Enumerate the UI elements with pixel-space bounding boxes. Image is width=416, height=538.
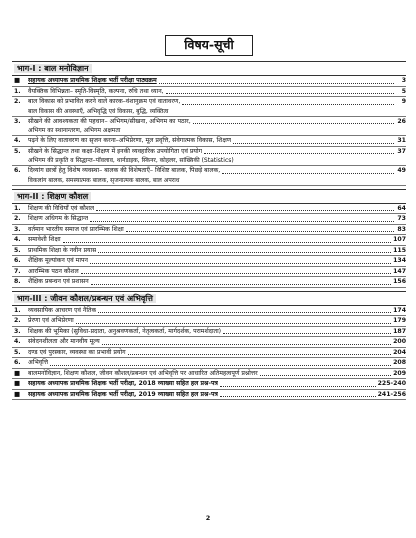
dot-leader [50, 364, 391, 366]
entry-number: 8. [14, 278, 21, 285]
entry-title: सहायक अध्यापक प्राथमिक शिक्षक भर्ती परीक्षा, 2019 व्याख्या सहित हल प्रश्न-पत्र [28, 390, 218, 398]
dot-leader [91, 283, 391, 285]
entry-page-number: 5 [401, 87, 406, 95]
entry-page-number: 187 [393, 327, 406, 335]
dot-leader [81, 272, 391, 274]
toc-entry [12, 136, 406, 147]
toc-entry [12, 390, 406, 401]
entry-title: वैयक्तिक विभिन्नता– स्मृति-विस्मृति, कल्पना, रुचि तथा ध्यान, [28, 87, 164, 95]
toc-entry [12, 87, 406, 98]
toc-entry [12, 327, 406, 338]
entry-page-number: 204 [393, 348, 406, 356]
dot-leader [102, 343, 391, 345]
dot-leader [233, 142, 394, 144]
dot-leader [90, 220, 394, 222]
entry-number: 4. [14, 236, 21, 243]
dot-leader [128, 353, 392, 355]
entry-number: 3. [14, 117, 21, 125]
toc-entry [12, 235, 406, 246]
toc-entry [12, 97, 406, 107]
entry-page-number: 107 [393, 236, 406, 243]
entry-subtopics: विकलांग बालक, समस्यात्मक बालक, सृजनात्मक बालक, बाल अपराध [12, 176, 406, 186]
dot-leader [260, 374, 391, 376]
entry-page-number: 179 [393, 317, 406, 324]
bullet-square-icon: ■ [14, 389, 21, 398]
dot-leader [98, 311, 391, 313]
entry-number: 3. [14, 327, 21, 335]
entry-number: 5. [14, 147, 21, 155]
toc-entry [12, 267, 406, 278]
entry-title: वर्तमान भारतीय समाज एवं प्रारम्भिक शिक्षा [28, 225, 124, 233]
contents-page [12, 34, 406, 400]
dot-leader [204, 152, 394, 154]
entry-title: सीखने के सिद्धान्त तथा कक्षा-शिक्षण में इनकी व्यवहारिक उपयोगिता एवं प्रयोग [28, 147, 203, 155]
entry-title: दण्ड एवं पुरस्कार, व्यवस्था का प्रभावी प्रयोग [28, 348, 126, 356]
entry-subtopics: अभिगम का स्थानान्तरण, अभिगम अक्षमता [12, 126, 406, 136]
toc-entry [12, 214, 406, 225]
dot-leader [98, 251, 391, 253]
toc-entry [12, 256, 406, 267]
entry-title: सहायक अध्यापक प्राथमिक शिक्षक भर्ती परीक्षा पाठ्यक्रम [28, 77, 157, 84]
entry-page-number: 49 [397, 167, 406, 174]
entry-number: 5. [14, 348, 21, 356]
toc-entry [12, 358, 406, 369]
section-heading-label: भाग-III : जीवन कौशल/प्रबन्धन एवं अभिवृत्ति [14, 294, 156, 303]
bullet-square-icon: ■ [14, 379, 21, 387]
entry-page-number: 200 [393, 338, 406, 345]
toc-entry [12, 348, 406, 359]
page-title: विषय-सूची [165, 35, 252, 56]
dot-leader [96, 209, 394, 211]
section-heading [12, 61, 406, 76]
dot-leader [220, 395, 376, 397]
section-heading-label: भाग-I : बाल मनोविज्ञान [14, 64, 92, 73]
bullet-square-icon: ■ [14, 76, 21, 84]
entry-page-number: 147 [393, 267, 406, 275]
dot-leader [63, 241, 392, 243]
toc-entry [12, 76, 406, 87]
toc-entry [12, 204, 406, 215]
entry-page-number: 241-256 [377, 390, 406, 398]
dot-leader [223, 332, 391, 334]
toc-entry [12, 147, 406, 157]
page-number: 2 [205, 514, 211, 522]
entry-page-number: 134 [393, 257, 406, 264]
toc-entry [12, 166, 406, 176]
entry-title: दिव्यांग छात्रों हेतु विशेष व्यवस्था– बालक की विशेषताएँ– विशिष्ट बालक, पिछड़े बालक, [28, 167, 221, 174]
entry-number: 2. [14, 215, 21, 222]
dot-leader [222, 172, 394, 174]
entry-number: 2. [14, 317, 21, 324]
toc-entry [12, 277, 406, 288]
entry-page-number: 26 [397, 117, 406, 125]
toc-entry [12, 306, 406, 317]
section-heading [12, 189, 406, 204]
entry-page-number: 3 [401, 77, 406, 84]
entry-page-number: 31 [397, 137, 406, 144]
dot-leader [76, 322, 391, 324]
dot-leader [166, 92, 394, 94]
entry-title: शैक्षिक प्रबन्धन एवं प्रशासन [28, 278, 89, 285]
toc-entry [12, 369, 406, 380]
entry-number: 6. [14, 359, 21, 366]
entry-title: अभिवृत्ति [28, 359, 48, 366]
entry-title: समावेशी शिक्षा [28, 236, 61, 243]
title-wrap [12, 34, 406, 58]
toc-entry [12, 379, 406, 390]
section-heading-label: भाग-II : शिक्षण कौशल [14, 192, 91, 201]
entry-subtopics: अभिगम की प्रकृति व सिद्धान्त–पॉवलाव, थार्नडाइक, स्किनर, कोहलर, सांख्यिकी (Statistics) [12, 156, 406, 166]
toc-entry [12, 117, 406, 127]
entry-title: शैक्षिक मूल्यांकन एवं मापन [28, 257, 88, 264]
entry-title: संवेदनशीलता और मानवीय मूल्य [28, 338, 100, 345]
entry-title: आरम्भिक पठन कौशल [28, 267, 79, 275]
entry-number: 4. [14, 338, 21, 345]
entry-number: 5. [14, 246, 21, 254]
dot-leader [159, 82, 394, 84]
toc-entry [12, 337, 406, 348]
table-of-contents [12, 61, 406, 400]
entry-number: 1. [14, 306, 21, 314]
entry-title: व्यवसायिक आचरण एवं नैतिक [28, 306, 97, 314]
entry-title: शिक्षक की भूमिका (सुविधा-प्रदाता, अनुश्रवणकर्ता, नेतृत्वकर्ता, मार्गदर्शक, परामर्शदाता) [28, 327, 222, 335]
toc-entry [12, 316, 406, 327]
entry-number: 1. [14, 204, 21, 212]
entry-number: 6. [14, 257, 21, 264]
dot-leader [193, 122, 394, 124]
entry-number: 4. [14, 137, 21, 144]
entry-title: शिक्षण अधिगम के सिद्धान्त [28, 215, 89, 222]
entry-title: शिक्षण की विधियाँ एवं कौशल [28, 204, 95, 212]
dot-leader [90, 262, 391, 264]
section-heading [12, 291, 406, 306]
entry-page-number: 37 [397, 147, 406, 155]
entry-page-number: 174 [393, 306, 406, 314]
entry-page-number: 115 [393, 246, 406, 254]
bullet-square-icon: ■ [14, 368, 21, 377]
entry-number: 3. [14, 225, 21, 233]
toc-entry [12, 246, 406, 257]
dot-leader [182, 103, 394, 105]
entry-page-number: 225-240 [377, 380, 406, 387]
dot-leader [220, 385, 376, 387]
entry-page-number: 73 [397, 215, 406, 222]
entry-number: 1. [14, 87, 21, 95]
entry-title: पढ़ने के लिए वातावरण का सृजन करना–अभिप्रेरणा, मूल प्रवृत्ति, संवेगात्मक विकास, शिक्षण [28, 137, 232, 144]
entry-subtopics: बाल विकास की अवस्थाएँ, अभिवृद्धि एवं विकास, बुद्धि, व्यक्तित्व [12, 107, 406, 117]
entry-title: बाल विकास को प्रभावित करने वाले कारक–वंशानुक्रम एवं वातावरण, [28, 98, 181, 105]
entry-title: बालमनोविज्ञान, शिक्षण कौशल, जीवन कौशल/प्रबन्धन एवं अभिवृत्ति पर आधारित अतिमहत्वपूर्ण प्रश्नोत्तर [28, 369, 258, 377]
entry-title: सीखने की आवश्यकता की पहचान– अभिगम/सीखना, अभिगम का पठार, [28, 117, 191, 125]
toc-entry [12, 225, 406, 236]
entry-page-number: 64 [397, 204, 406, 212]
entry-page-number: 156 [393, 278, 406, 285]
entry-number: 2. [14, 98, 21, 105]
entry-page-number: 208 [393, 359, 406, 366]
entry-page-number: 9 [401, 98, 406, 105]
entry-title: सहायक अध्यापक प्राथमिक शिक्षक भर्ती परीक्षा, 2018 व्याख्या सहित हल प्रश्न-पत्र [28, 380, 218, 387]
entry-title: प्राथमिक शिक्षा के नवीन प्रयास [28, 246, 97, 254]
dot-leader [126, 230, 394, 232]
entry-page-number: 209 [393, 369, 406, 377]
entry-number: 7. [14, 267, 21, 275]
entry-title: प्रेरणा एवं अभिप्रेरणा [28, 317, 74, 324]
entry-page-number: 83 [397, 225, 406, 233]
entry-number: 6. [14, 167, 21, 174]
